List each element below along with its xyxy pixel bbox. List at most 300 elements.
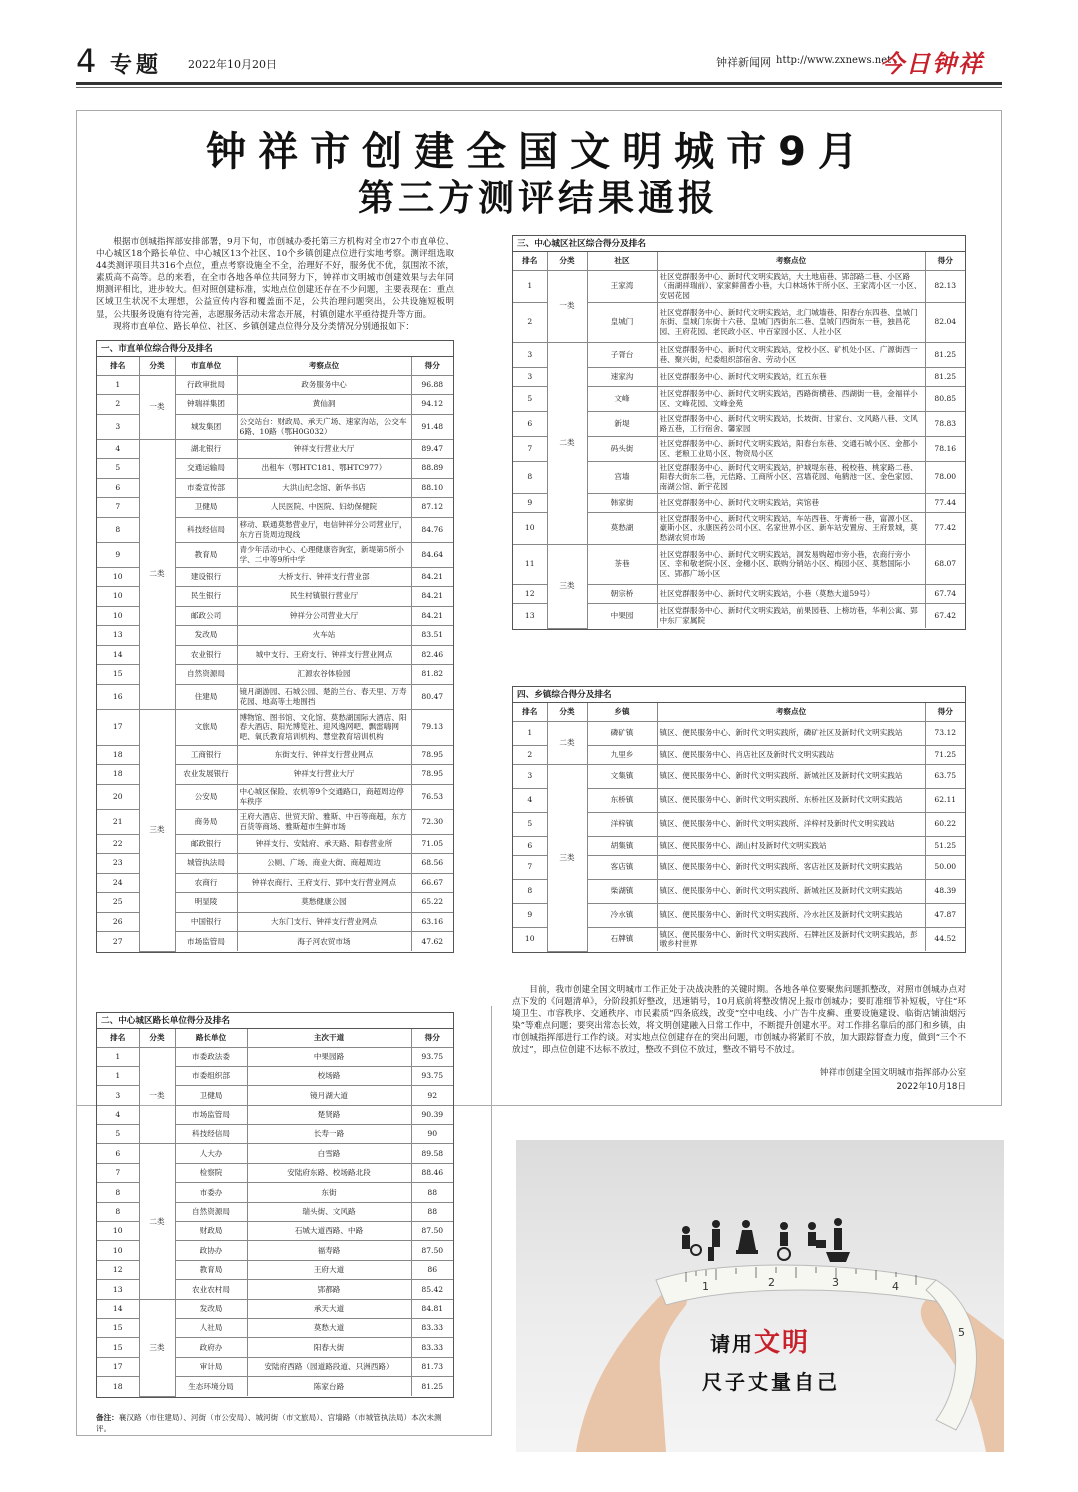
column-header: 乡镇 bbox=[587, 703, 657, 721]
score-cell: 68.07 bbox=[925, 544, 965, 584]
rank-cell: 9 bbox=[97, 542, 139, 567]
article-headline bbox=[100, 128, 976, 222]
score-cell: 67.42 bbox=[925, 603, 965, 628]
column-header: 排名 bbox=[97, 357, 139, 375]
location-cell: 莫愁健康公园 bbox=[237, 893, 411, 913]
score-cell: 76.53 bbox=[411, 784, 453, 809]
score-cell: 80.47 bbox=[411, 684, 453, 709]
location-cell: 大东门支行、钟祥支行营业网点 bbox=[237, 912, 411, 932]
unit-cell: 茶巷 bbox=[587, 544, 657, 584]
column-header: 排名 bbox=[513, 703, 547, 721]
rank-cell: 13 bbox=[97, 626, 139, 646]
location-cell: 社区党群服务中心、新时代文明实践站，洞发易购超市旁小巷，农商行旁小区、幸和敬老院小区、金穗小区、联购分销站小区、梅园小区、莫愁国际小区、郢都广场小区 bbox=[657, 544, 925, 584]
unit-cell: 工商银行 bbox=[175, 745, 237, 765]
rank-cell: 5 bbox=[513, 386, 547, 411]
unit-cell: 交通运输局 bbox=[175, 459, 237, 479]
unit-cell: 生态环境分局 bbox=[175, 1377, 247, 1396]
score-cell: 78.00 bbox=[925, 461, 965, 493]
score-cell: 44.52 bbox=[925, 927, 965, 951]
rank-cell: 12 bbox=[513, 584, 547, 603]
rank-cell: 20 bbox=[97, 784, 139, 809]
unit-cell: 中国银行 bbox=[175, 912, 237, 932]
measuring-tape bbox=[656, 1265, 956, 1305]
location-cell: 政务服务中心 bbox=[237, 375, 411, 395]
unit-cell: 胡集镇 bbox=[587, 836, 657, 855]
location-cell: 社区党群服务中心、新时代文明实践站，红五东巷 bbox=[657, 367, 925, 386]
location-cell: 社区党群服务中心、新时代文明实践站，大土地庙巷、郢部路二巷、小区路（南湖祥瑞前）、家家鲜菌香小巷，大口林场休干所小区、王家湾小区一小区、安居花园 bbox=[657, 270, 925, 302]
rank-cell: 5 bbox=[97, 459, 139, 479]
table-row bbox=[97, 709, 453, 745]
category-cell: 二类 bbox=[547, 721, 587, 764]
rank-cell: 10 bbox=[513, 927, 547, 951]
score-cell: 84.81 bbox=[411, 1299, 453, 1318]
unit-cell: 朝宗桥 bbox=[587, 584, 657, 603]
score-cell: 83.33 bbox=[411, 1318, 453, 1337]
location-cell: 中心城区保险、农机等9个交通路口，商超周边停车秩序 bbox=[237, 784, 411, 809]
rank-cell: 3 bbox=[513, 764, 547, 788]
location-cell: 东街 bbox=[247, 1183, 411, 1202]
rank-cell: 3 bbox=[97, 1086, 139, 1105]
location-cell: 王府大酒店、世贸天阶、雅斯、中百等商超，东方百货等商场、雅斯超市生鲜市场 bbox=[237, 809, 411, 834]
unit-cell: 行政审批局 bbox=[175, 375, 237, 395]
rank-cell: 16 bbox=[97, 684, 139, 709]
location-cell: 钟祥农商行、王府支行、郢中支行营业网点 bbox=[237, 873, 411, 893]
closing-paragraph: 目前，我市创建全国文明城市工作正处于决战决胜的关键时期。各地各单位要聚焦问题抓整改，对照市创城办点对点下发的《问题清单》，分阶段抓好整改，迅速销号，10月底前将整改情况上报市创城办；要盯准细节补短板，守住“环境卫生、市容秩序、交通秩序、市民素质”四条底线，改变“空中电线、小广告牛皮癣、重要设施建设、临街店铺油烟污染”等难点问题；要突出常态长效，将文明创建融入日常工作中，不断提升创建水平。对工作排名靠后的部门和乡镇，由市创城指挥部进行工作约谈。对实地点位创建存在的突出问题，市创城办将紧盯不放，加大跟踪督查力度，做到“三个不放过”，即点位创建不达标不放过，整改不到位不放过，整改不销号不放过。 bbox=[512, 985, 966, 1056]
score-cell: 88.89 bbox=[411, 459, 453, 479]
location-cell: 社区党群服务中心、新时代文明实践站，小巷（莫愁大道59号） bbox=[657, 584, 925, 603]
rank-cell: 6 bbox=[97, 1144, 139, 1163]
rank-cell: 7 bbox=[97, 1163, 139, 1182]
column-header: 分类 bbox=[139, 1029, 175, 1047]
location-cell: 社区党群服务中心、新时代文明实践站，护城堤东巷、税校巷、桃家路二巷、阳春大街东二巷，元佶路、工商所小区、宫墙花园、龟鹤池一区、金色家园、南湖公馆、新宇花园 bbox=[657, 461, 925, 493]
rank-cell: 18 bbox=[97, 745, 139, 765]
score-cell: 65.22 bbox=[411, 893, 453, 913]
location-cell: 镇区、便民服务中心、新时代文明实践所、洋梓村及新时代文明实践站 bbox=[657, 812, 925, 836]
table-row bbox=[513, 764, 965, 788]
unit-cell: 自然资源局 bbox=[175, 1202, 247, 1221]
column-header: 考察点位 bbox=[657, 703, 925, 721]
score-cell: 73.12 bbox=[925, 721, 965, 745]
rank-cell: 8 bbox=[97, 1202, 139, 1221]
score-cell: 83.33 bbox=[411, 1338, 453, 1357]
unit-cell: 政府办 bbox=[175, 1338, 247, 1357]
score-cell: 81.25 bbox=[925, 342, 965, 367]
location-cell: 大洪山纪念馆、新华书店 bbox=[237, 478, 411, 498]
score-cell: 47.87 bbox=[925, 903, 965, 927]
rank-cell: 2 bbox=[513, 745, 547, 764]
unit-cell: 公安局 bbox=[175, 784, 237, 809]
location-cell: 青少年活动中心、心理健康咨询室，新堤第5所小学、二中等9所中学 bbox=[237, 542, 411, 567]
score-cell: 81.25 bbox=[411, 1377, 453, 1396]
table-header-row bbox=[513, 703, 965, 721]
score-cell: 47.62 bbox=[411, 932, 453, 952]
unit-cell: 市委政法委 bbox=[175, 1047, 247, 1066]
unit-cell: 市委办 bbox=[175, 1183, 247, 1202]
intro-paragraph-1: 根据市创城指挥部安排部署，9月下旬，市创城办委托第三方机构对全市27个市直单位、中心城区18个路长单位、中心城区13个社区、10个乡镇创建点位进行实地考察。测评组选取44类测评项目共316个点位，重点考察设施全不全，治理好不好，服务优不优，氛围浓不浓，素质高不高等。总的来看，在全市各地各单位共同努力下，钟祥市文明城市创建效果与去年同期测评相比，进步较大。但对照创建标准，实地点位创建还存在不少问题，主要表现在：重点区域卫生状况不太理想，公益宣传内容和覆盖面不足，公共治理问题突出，公共设施短板明显，公共服务设施有待完善，志愿服务活动未常态开展，村镇创建水平亟待提升等方面。 bbox=[96, 237, 454, 320]
unit-cell: 农业银行 bbox=[175, 645, 237, 665]
rank-cell: 7 bbox=[97, 498, 139, 518]
page-header bbox=[0, 0, 1078, 100]
score-cell: 85.42 bbox=[411, 1280, 453, 1299]
intro-text bbox=[96, 236, 454, 333]
note-label: 备注： bbox=[96, 1413, 119, 1422]
note-text: 襄汉路（市住建局）、河街（市公安局）、城河街（市文旅局）、宫墙路（市城管执法局）本次未测评。 bbox=[96, 1413, 442, 1433]
location-cell: 公厕、广场、商业大街、商超周边 bbox=[237, 854, 411, 874]
rank-cell: 6 bbox=[513, 836, 547, 855]
location-cell: 人民医院、中医院、妇幼保健院 bbox=[237, 498, 411, 518]
rank-cell: 10 bbox=[97, 606, 139, 626]
rank-cell: 13 bbox=[513, 603, 547, 628]
location-cell: 社区党群服务中心、新时代文明实践站，阳春台东巷、交通石城小区、金都小区、老粮工业局小区、物资局小区 bbox=[657, 436, 925, 461]
tape-number: 2 bbox=[768, 1276, 775, 1289]
category-cell: 一类 bbox=[547, 270, 587, 342]
unit-cell: 人大办 bbox=[175, 1144, 247, 1163]
rank-cell: 15 bbox=[97, 1318, 139, 1337]
rank-cell: 2 bbox=[513, 302, 547, 342]
location-cell: 民生村镇银行营业厅 bbox=[237, 587, 411, 607]
score-cell: 78.95 bbox=[411, 745, 453, 765]
unit-cell: 发改局 bbox=[175, 1299, 247, 1318]
score-cell: 77.42 bbox=[925, 512, 965, 544]
location-cell: 长寿一路 bbox=[247, 1125, 411, 1144]
rank-cell: 8 bbox=[97, 1183, 139, 1202]
location-cell: 社区党群服务中心、新时代文明实践站，宾馆巷 bbox=[657, 493, 925, 512]
rank-cell: 3 bbox=[97, 414, 139, 439]
unit-cell: 文峰 bbox=[587, 386, 657, 411]
intro-paragraph-2: 现将市直单位、路长单位、社区、乡镇创建点位得分及分类情况分别通报如下： bbox=[113, 321, 414, 332]
category-cell: 三类 bbox=[547, 544, 587, 628]
site-name: 钟祥新闻网 bbox=[716, 56, 771, 69]
rank-cell: 26 bbox=[97, 912, 139, 932]
rank-cell: 7 bbox=[513, 436, 547, 461]
rank-cell: 9 bbox=[513, 903, 547, 927]
ad-slogan-part-a: 请用 bbox=[710, 1332, 754, 1356]
unit-cell: 市场监管局 bbox=[175, 932, 237, 952]
unit-cell: 市委组织部 bbox=[175, 1066, 247, 1085]
score-cell: 84.76 bbox=[411, 517, 453, 542]
unit-cell: 人社局 bbox=[175, 1318, 247, 1337]
left-hand-icon bbox=[576, 1286, 687, 1452]
rank-cell: 6 bbox=[513, 411, 547, 436]
column-header: 排名 bbox=[513, 252, 547, 270]
rank-cell: 4 bbox=[97, 439, 139, 459]
score-cell: 68.56 bbox=[411, 854, 453, 874]
location-cell: 中果园路 bbox=[247, 1047, 411, 1066]
location-cell: 钟祥分公司营业大厅 bbox=[237, 606, 411, 626]
location-cell: 钟祥支行营业大厅 bbox=[237, 765, 411, 785]
score-cell: 90.39 bbox=[411, 1105, 453, 1124]
unit-cell: 磷矿镇 bbox=[587, 721, 657, 745]
table-communities bbox=[512, 235, 966, 630]
score-cell: 84.21 bbox=[411, 567, 453, 587]
table-header-row bbox=[97, 357, 453, 375]
rank-cell: 10 bbox=[513, 512, 547, 544]
section-name: 专题 bbox=[110, 53, 163, 78]
signature-date: 2022年10月18日 bbox=[896, 1082, 966, 1092]
table-road-units bbox=[96, 1012, 454, 1398]
score-cell: 79.13 bbox=[411, 709, 453, 745]
rank-cell: 6 bbox=[97, 478, 139, 498]
score-cell: 82.04 bbox=[925, 302, 965, 342]
table-row bbox=[97, 1047, 453, 1066]
unit-cell: 科技经信局 bbox=[175, 1125, 247, 1144]
rank-cell: 10 bbox=[97, 587, 139, 607]
location-cell: 阳春大街 bbox=[247, 1338, 411, 1357]
location-cell: 镇区、便民服务中心、新时代文明实践所、新城社区及新时代文明实践站 bbox=[657, 764, 925, 788]
score-cell: 87.12 bbox=[411, 498, 453, 518]
unit-cell: 柴湖镇 bbox=[587, 879, 657, 903]
unit-cell: 市场监管局 bbox=[175, 1105, 247, 1124]
unit-cell: 客店镇 bbox=[587, 855, 657, 879]
unit-cell: 教育局 bbox=[175, 1260, 247, 1279]
score-cell: 82.13 bbox=[925, 270, 965, 302]
unit-cell: 邮政公司 bbox=[175, 606, 237, 626]
rank-cell: 17 bbox=[97, 709, 139, 745]
location-cell: 镜月湖游园、石城公园、楚韵兰台、春天里、万寿花园、地高等土地围挡 bbox=[237, 684, 411, 709]
ad-illustration bbox=[516, 1140, 1004, 1452]
rank-cell: 18 bbox=[97, 1377, 139, 1396]
unit-cell: 商务局 bbox=[175, 809, 237, 834]
location-cell: 镇区、便民服务中心、新时代文明实践所、新城社区及新时代文明实践站 bbox=[657, 879, 925, 903]
rank-cell: 9 bbox=[513, 493, 547, 512]
location-cell: 镇区、便民服务中心、新时代文明实践所，磷矿社区及新时代文明实践站 bbox=[657, 721, 925, 745]
rank-cell: 8 bbox=[97, 517, 139, 542]
header-rule bbox=[76, 82, 1002, 85]
rank-cell: 21 bbox=[97, 809, 139, 834]
location-cell: 瑞头街、文风路 bbox=[247, 1202, 411, 1221]
category-cell: 二类 bbox=[139, 1144, 175, 1299]
unit-cell: 邮政银行 bbox=[175, 834, 237, 854]
score-cell: 80.85 bbox=[925, 386, 965, 411]
rank-cell: 1 bbox=[513, 721, 547, 745]
rank-cell: 24 bbox=[97, 873, 139, 893]
public-service-ad bbox=[516, 1140, 1004, 1452]
score-cell: 71.25 bbox=[925, 745, 965, 764]
score-cell: 91.48 bbox=[411, 414, 453, 439]
location-cell: 楚贤路 bbox=[247, 1105, 411, 1124]
rank-cell: 1 bbox=[513, 270, 547, 302]
category-cell: 二类 bbox=[547, 342, 587, 544]
score-cell: 78.83 bbox=[925, 411, 965, 436]
unit-cell: 明显陵 bbox=[175, 893, 237, 913]
unit-cell: 洋梓镇 bbox=[587, 812, 657, 836]
location-cell: 移动、联通莫愁营业厅，电信钟祥分公司营业厅，东方百货周边现线 bbox=[237, 517, 411, 542]
column-header: 得分 bbox=[411, 357, 453, 375]
rank-cell: 15 bbox=[97, 1338, 139, 1357]
unit-cell: 九里乡 bbox=[587, 745, 657, 764]
unit-cell: 皇城门 bbox=[587, 302, 657, 342]
score-cell: 82.46 bbox=[411, 645, 453, 665]
ad-slogan-highlight: 文明 bbox=[754, 1328, 811, 1358]
score-cell: 92 bbox=[411, 1086, 453, 1105]
location-cell: 出租车（鄂HTC181、鄂HTC977） bbox=[237, 459, 411, 479]
unit-cell: 农业农村局 bbox=[175, 1280, 247, 1299]
location-cell: 白雪路 bbox=[247, 1144, 411, 1163]
score-cell: 87.50 bbox=[411, 1241, 453, 1260]
table-title: 一、市直单位综合得分及排名 bbox=[97, 341, 453, 357]
unit-cell: 住建局 bbox=[175, 684, 237, 709]
table-header-row bbox=[97, 1029, 453, 1047]
score-cell: 96.88 bbox=[411, 375, 453, 395]
location-cell: 莫愁大道 bbox=[247, 1318, 411, 1337]
tape-number: 5 bbox=[958, 1326, 965, 1339]
unit-cell: 政协办 bbox=[175, 1241, 247, 1260]
location-cell: 海子河农贸市场 bbox=[237, 932, 411, 952]
score-cell: 81.25 bbox=[925, 367, 965, 386]
table-row bbox=[97, 375, 453, 395]
rank-cell: 1 bbox=[97, 375, 139, 395]
ranking-table bbox=[513, 703, 965, 952]
location-cell: 博物馆、图书馆、文化馆、莫愁湖国际大酒店、阳春大酒店、阳光博览社、迎风逸网吧、飘雷嗨网吧、氧氏教育培训机构、慧堂教育培训机构 bbox=[237, 709, 411, 745]
rank-cell: 4 bbox=[513, 788, 547, 812]
unit-cell: 文集镇 bbox=[587, 764, 657, 788]
score-cell: 88.46 bbox=[411, 1163, 453, 1182]
table-title: 四、乡镇综合得分及排名 bbox=[513, 687, 965, 703]
score-cell: 63.75 bbox=[925, 764, 965, 788]
rank-cell: 13 bbox=[97, 1280, 139, 1299]
rank-cell: 11 bbox=[513, 544, 547, 584]
unit-cell: 速家沟 bbox=[587, 367, 657, 386]
score-cell: 71.05 bbox=[411, 834, 453, 854]
rank-cell: 23 bbox=[97, 854, 139, 874]
location-cell: 钟祥支行营业大厅 bbox=[237, 439, 411, 459]
headline-line-1: 钟祥市创建全国文明城市9月 bbox=[206, 129, 870, 175]
score-cell: 62.11 bbox=[925, 788, 965, 812]
score-cell: 77.44 bbox=[925, 493, 965, 512]
score-cell: 94.12 bbox=[411, 395, 453, 415]
newspaper-logo: 今日钟祥 bbox=[880, 50, 984, 78]
ranking-table bbox=[513, 252, 965, 629]
site-url[interactable]: http://www.zxnews.net bbox=[776, 55, 892, 66]
column-header: 市直单位 bbox=[175, 357, 237, 375]
location-cell: 黄仙洞 bbox=[237, 395, 411, 415]
location-cell: 社区党群服务中心、新时代文明实践站，党校小区、矿机处小区、广源街西一巷、聚兴街，纪委组织部宿舍、劳动小区 bbox=[657, 342, 925, 367]
civility-pictograms-icon bbox=[682, 1218, 850, 1262]
score-cell: 81.82 bbox=[411, 665, 453, 685]
unit-cell: 文旅局 bbox=[175, 709, 237, 745]
ad-slogan-line-1 bbox=[710, 1322, 810, 1359]
unit-cell: 科技经信局 bbox=[175, 517, 237, 542]
column-header: 考察点位 bbox=[237, 357, 411, 375]
rank-cell: 8 bbox=[513, 879, 547, 903]
score-cell: 89.47 bbox=[411, 439, 453, 459]
unit-cell: 码头街 bbox=[587, 436, 657, 461]
column-header: 主次干道 bbox=[247, 1029, 411, 1047]
rank-cell: 5 bbox=[513, 812, 547, 836]
score-cell: 88.10 bbox=[411, 478, 453, 498]
column-header: 路长单位 bbox=[175, 1029, 247, 1047]
score-cell: 87.50 bbox=[411, 1222, 453, 1241]
score-cell: 81.73 bbox=[411, 1357, 453, 1376]
location-cell: 镇区、便民服务中心、肖店社区及新时代文明实践站 bbox=[657, 745, 925, 764]
table-city-units bbox=[96, 340, 454, 953]
rank-cell: 1 bbox=[97, 1066, 139, 1085]
location-cell: 社区党群服务中心、新时代文明实践站，前果园巷、上榜坊巷，华利公寓、郢中东厂家属院 bbox=[657, 603, 925, 628]
category-cell: 一类 bbox=[139, 375, 175, 439]
category-cell: 二类 bbox=[139, 439, 175, 709]
category-cell: 三类 bbox=[139, 1299, 175, 1396]
unit-cell: 钟瑞祥集团 bbox=[175, 395, 237, 415]
score-cell: 93.75 bbox=[411, 1047, 453, 1066]
column-header: 得分 bbox=[925, 252, 965, 270]
score-cell: 90 bbox=[411, 1125, 453, 1144]
location-cell: 郢都路 bbox=[247, 1280, 411, 1299]
column-header: 分类 bbox=[547, 703, 587, 721]
score-cell: 63.16 bbox=[411, 912, 453, 932]
unit-cell: 子胥台 bbox=[587, 342, 657, 367]
rank-cell: 10 bbox=[97, 567, 139, 587]
column-header: 考察点位 bbox=[657, 252, 925, 270]
unit-cell: 王家湾 bbox=[587, 270, 657, 302]
table-row bbox=[513, 544, 965, 584]
unit-cell: 东桥镇 bbox=[587, 788, 657, 812]
score-cell: 93.75 bbox=[411, 1066, 453, 1085]
location-cell: 东街支行、钟祥支行营业网点 bbox=[237, 745, 411, 765]
column-header: 得分 bbox=[411, 1029, 453, 1047]
rank-cell: 3 bbox=[513, 367, 547, 386]
score-cell: 72.30 bbox=[411, 809, 453, 834]
location-cell: 镜月湖大道 bbox=[247, 1086, 411, 1105]
column-header: 得分 bbox=[925, 703, 965, 721]
page-number: 4 bbox=[76, 42, 97, 80]
unit-cell: 卫健局 bbox=[175, 1086, 247, 1105]
score-cell: 60.22 bbox=[925, 812, 965, 836]
unit-cell: 宫墙 bbox=[587, 461, 657, 493]
unit-cell: 检察院 bbox=[175, 1163, 247, 1182]
category-cell: 一类 bbox=[139, 1047, 175, 1144]
location-cell: 镇区、便民服务中心、新时代文明实践所、石牌社区及新时代文明实践站，彭墩乡村世界 bbox=[657, 927, 925, 951]
score-cell: 78.95 bbox=[411, 765, 453, 785]
unit-cell: 卫健局 bbox=[175, 498, 237, 518]
location-cell: 安陆府西路（园道路段道、只洲西路） bbox=[247, 1357, 411, 1376]
unit-cell: 农商行 bbox=[175, 873, 237, 893]
score-cell: 83.51 bbox=[411, 626, 453, 646]
location-cell: 陈家台路 bbox=[247, 1377, 411, 1396]
table-row bbox=[97, 1299, 453, 1318]
category-cell: 三类 bbox=[139, 709, 175, 951]
ranking-table bbox=[97, 357, 453, 952]
score-cell: 78.16 bbox=[925, 436, 965, 461]
category-cell: 三类 bbox=[547, 764, 587, 951]
location-cell: 公交站台：财政局、承天广场、速家沟站，公交车6路、10路（鄂H0G032） bbox=[237, 414, 411, 439]
score-cell: 86 bbox=[411, 1260, 453, 1279]
unit-cell: 财政局 bbox=[175, 1222, 247, 1241]
rank-cell: 14 bbox=[97, 1299, 139, 1318]
location-cell: 承天大道 bbox=[247, 1299, 411, 1318]
score-cell: 51.25 bbox=[925, 836, 965, 855]
score-cell: 48.39 bbox=[925, 879, 965, 903]
rank-cell: 4 bbox=[97, 1105, 139, 1124]
ad-slogan-line-2: 尺子丈量自己 bbox=[702, 1370, 840, 1394]
unit-cell: 发改局 bbox=[175, 626, 237, 646]
rank-cell: 27 bbox=[97, 932, 139, 952]
rank-cell: 8 bbox=[513, 461, 547, 493]
rank-cell: 3 bbox=[513, 342, 547, 367]
unit-cell: 石牌镇 bbox=[587, 927, 657, 951]
score-cell: 84.64 bbox=[411, 542, 453, 567]
unit-cell: 农业发展银行 bbox=[175, 765, 237, 785]
score-cell: 84.21 bbox=[411, 606, 453, 626]
location-cell: 安陆府东路、校场路北段 bbox=[247, 1163, 411, 1182]
unit-cell: 审计局 bbox=[175, 1357, 247, 1376]
unit-cell: 教育局 bbox=[175, 542, 237, 567]
location-cell: 钟祥支行、安陆府、承天路、阳春营业所 bbox=[237, 834, 411, 854]
rank-cell: 1 bbox=[97, 1047, 139, 1066]
table-row bbox=[513, 270, 965, 302]
unit-cell: 自然资源局 bbox=[175, 665, 237, 685]
location-cell: 福寿路 bbox=[247, 1241, 411, 1260]
unit-cell: 城管执法局 bbox=[175, 854, 237, 874]
